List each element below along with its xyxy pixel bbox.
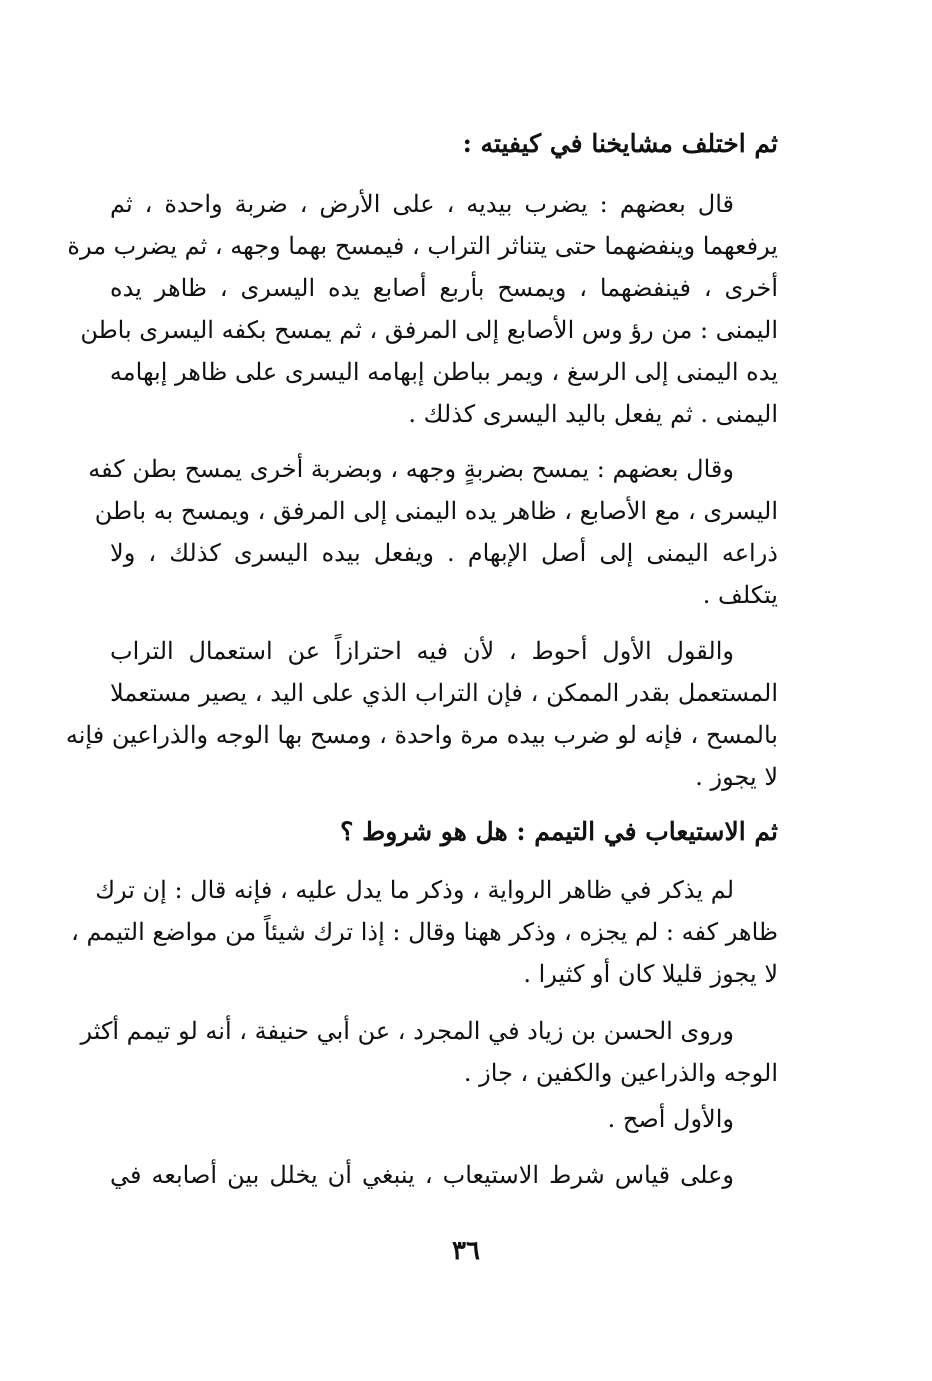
paragraph-line: لا يجوز قليلا كان أو كثيرا . xyxy=(523,960,778,988)
heading-text: ثم اختلف مشايخنا في كيفيته : xyxy=(462,129,778,158)
paragraph-analogy xyxy=(110,1154,778,1196)
paragraph-line: أخرى ، فينفضهما ، ويمسح بأربع أصابع يده اليسرى ، ظاهر يده xyxy=(110,274,778,302)
paragraph-line: لم يذكر في ظاهر الرواية ، وذكر ما يدل عليه ، فإنه قال : إن ترك xyxy=(95,876,734,904)
paragraph-line: وروى الحسن بن زياد في المجرد ، عن أبي حنيفة ، أنه لو تيمم أكثر xyxy=(80,1017,734,1045)
paragraph-line: وقال بعضهم : يمسح بضربةٍ وجهه ، وبضربة أخرى يمسح بطن كفه xyxy=(88,455,734,483)
paragraph-line: قال بعضهم : يضرب بيديه ، على الأرض ، ضربة واحدة ، ثم xyxy=(110,190,734,218)
paragraph-line: اليسرى ، مع الأصابع ، ظاهر يده اليمنى إلى المرفق ، ويمسح به باطن xyxy=(94,497,778,525)
page-number: ٣٦ xyxy=(452,1236,480,1266)
section-heading-istiab xyxy=(110,810,778,854)
paragraph-line: يده اليمنى إلى الرسغ ، ويمر بباطن إبهامه اليسرى على ظاهر إبهامه xyxy=(109,358,778,386)
paragraph-line: اليمنى : من رؤ وس الأصابع إلى المرفق ، ثم يمسح بكفه اليسرى باطن xyxy=(80,316,778,344)
paragraph-line: بالمسح ، فإنه لو ضرب بيده مرة واحدة ، ومسح بها الوجه والذراعين فإنه xyxy=(65,721,778,749)
paragraph-line: اليمنى . ثم يفعل باليد اليسرى كذلك . xyxy=(408,400,778,428)
paragraph-line: وعلى قياس شرط الاستيعاب ، ينبغي أن يخلل بين أصابعه في xyxy=(110,1161,734,1189)
paragraph-line: يتكلف . xyxy=(702,581,778,609)
paragraph-line: ذراعه اليمنى إلى أصل الإبهام . ويفعل بيده اليسرى كذلك ، ولا xyxy=(110,539,778,567)
paragraph-hasan-riwaya xyxy=(80,1010,778,1094)
paragraph-line: الوجه والذراعين والكفين ، جاز . xyxy=(463,1059,778,1087)
paragraph-line: لا يجوز . xyxy=(695,763,778,791)
paragraph-line: ظاهر كفه : لم يجزه ، وذكر ههنا وقال : إذا ترك شيئاً من مواضع التيمم ، xyxy=(71,918,778,946)
paragraph-first-correct xyxy=(110,1098,778,1140)
paragraph-zahir-riwaya xyxy=(71,869,778,995)
section-heading-method xyxy=(110,122,778,166)
paragraph-line: والقول الأول أحوط ، لأن فيه احترازاً عن استعمال التراب xyxy=(110,637,734,665)
paragraph-line: يرفعهما وينفضهما حتى يتناثر التراب ، فيمسح بهما وجهه ، ثم يضرب مرة xyxy=(67,232,778,260)
paragraph-line: والأول أصح . xyxy=(607,1105,734,1133)
paragraph-first-opinion xyxy=(67,183,778,435)
paragraph-preference xyxy=(65,630,778,798)
heading-text: ثم الاستيعاب في التيمم : هل هو شروط ؟ xyxy=(340,817,778,846)
paragraph-line: المستعمل بقدر الممكن ، فإن التراب الذي على اليد ، يصير مستعملا xyxy=(110,679,778,707)
paragraph-second-opinion xyxy=(88,448,778,616)
